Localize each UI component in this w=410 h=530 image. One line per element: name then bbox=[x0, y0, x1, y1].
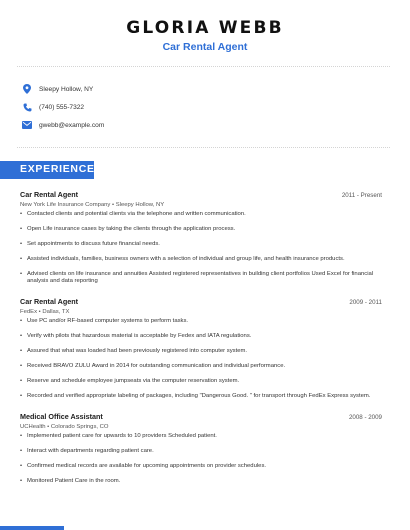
job-entry bbox=[20, 412, 382, 493]
bullet-item: • Interact with departments regarding patient care. bbox=[20, 448, 382, 455]
bullet-item: • Set appointments to discuss future financial needs. bbox=[20, 241, 382, 248]
bullet-item: • Monitored Patient Care in the room. bbox=[20, 478, 382, 485]
job-bullets bbox=[20, 433, 382, 485]
section-title-experience: EXPERIENCE bbox=[20, 163, 95, 175]
bullet-item: • Assured that what was loaded had been previously registered into computer system. bbox=[20, 348, 382, 355]
bullet-item: • Recorded and verified appropriate labeling of packages, including "Dangerous Good. " for transport through FedEx Express system. bbox=[20, 393, 382, 400]
job-employer: New York Life Insurance Company • Sleepy Hollow, NY bbox=[20, 202, 165, 208]
bullet-item: • Assisted individuals, families, business owners with a selection of individual and group life, and health insurance products. bbox=[20, 256, 382, 263]
bullet-item: • Confirmed medical records are available for upcoming appointments on provider schedules. bbox=[20, 463, 382, 470]
bullet-item: • Use PC and/or RF-based computer systems to perform tasks. bbox=[20, 318, 382, 325]
bullet-item: • Verify with pilots that hazardous material is acceptable by Fedex and IATA regulations. bbox=[20, 333, 382, 340]
job-title: Medical Office Assistant bbox=[20, 412, 103, 421]
bullet-item: • Contacted clients and potential clients via the telephone and written communication. bbox=[20, 211, 382, 218]
contact-location-text: Sleepy Hollow, NY bbox=[39, 85, 94, 93]
job-bullets bbox=[20, 318, 382, 400]
job-employer: UCHealth • Colorado Springs, CO bbox=[20, 424, 109, 430]
candidate-name: GLORIA WEBB bbox=[126, 18, 284, 38]
contact-phone bbox=[22, 102, 84, 112]
job-entry bbox=[20, 297, 382, 408]
contact-location bbox=[22, 84, 93, 94]
header-divider bbox=[17, 66, 390, 67]
bullet-item: • Implemented patient care for upwards to 10 providers Scheduled patient. bbox=[20, 433, 382, 440]
contact-email-text: gwebb@example.com bbox=[39, 121, 105, 129]
contact-divider bbox=[17, 147, 390, 148]
resume-header bbox=[0, 0, 410, 53]
job-title: Car Rental Agent bbox=[20, 297, 79, 306]
bullet-item: • Open Life insurance cases by taking the clients through the application process. bbox=[20, 226, 382, 233]
job-bullets bbox=[20, 211, 382, 285]
job-title: Car Rental Agent bbox=[20, 190, 79, 199]
job-dates: 2009 - 2011 bbox=[349, 299, 382, 306]
job-dates: 2008 - 2009 bbox=[348, 414, 382, 421]
bullet-item: • Advised clients on life insurance and annuities Assisted registered representatives in building client portfolios Used Excel for financial analysis and data reporting bbox=[20, 271, 382, 285]
contact-phone-text: (740) 555-7322 bbox=[39, 103, 85, 111]
contact-email bbox=[22, 120, 104, 130]
location-pin-icon bbox=[22, 84, 32, 94]
next-section-band bbox=[0, 526, 64, 530]
bullet-item: • Reserve and schedule employee jumpseats via the computer reservation system. bbox=[20, 378, 382, 385]
job-entry bbox=[20, 190, 382, 293]
phone-icon bbox=[22, 102, 32, 112]
email-icon bbox=[22, 120, 32, 130]
candidate-role: Car Rental Agent bbox=[162, 41, 248, 53]
bullet-item: • Received BRAVO ZULU Award in 2014 for outstanding communication and individual performance. bbox=[20, 363, 382, 370]
job-employer: FedEx • Dallas, TX bbox=[20, 309, 70, 315]
job-dates: 2011 - Present bbox=[341, 192, 382, 199]
